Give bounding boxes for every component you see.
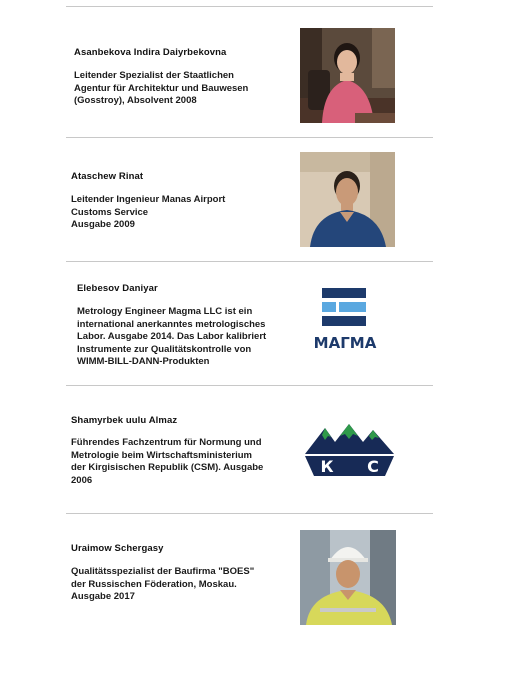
divider-top (66, 6, 433, 7)
magma-logo-text: МАГМА (313, 334, 377, 352)
person-description: Qualitätsspezialist der Baufirma "BOES" der Russischen Föderation, Moskau. Ausgabe 2017 (71, 566, 255, 602)
divider-2 (66, 261, 433, 262)
person-name: Uraimow Schergasy (71, 543, 164, 554)
person-description: Metrology Engineer Magma LLC ist ein international anerkanntes metrologisches Labor. Ausgabe 2014. Das Labor kalibriert Instrumente zur Qualitätskontrolle von WIMM-BILL-DANN-Produkten (77, 306, 267, 367)
magma-logo-icon (307, 286, 387, 354)
divider-1 (66, 137, 433, 138)
divider-3 (66, 385, 433, 386)
divider-4 (66, 513, 433, 514)
person-name: Ataschew Rinat (71, 171, 144, 182)
person-description: Leitender Spezialist der Staatlichen Agentur für Architektur und Bauwesen (Gosstroy), Absolvent 2008 (74, 70, 249, 106)
person-name: Elebesov Daniyar (77, 283, 158, 294)
person-photo (300, 152, 395, 247)
person-photo (300, 530, 396, 625)
ksc-letter-s: С (367, 457, 379, 476)
person-description: Leitender Ingenieur Manas Airport Customs Service Ausgabe 2009 (71, 194, 226, 230)
person-name: Shamyrbek uulu Almaz (71, 415, 178, 426)
person-name: Asanbekova Indira Daiyrbekovna (74, 47, 227, 58)
ksc-letter-k: К (320, 457, 334, 476)
ksc-logo-icon (303, 422, 396, 478)
person-photo (300, 28, 395, 123)
person-description: Führendes Fachzentrum für Normung und Metrologie beim Wirtschaftsministerium der Kirgisischen Republik (CSM). Ausgabe 2006 (71, 437, 264, 486)
